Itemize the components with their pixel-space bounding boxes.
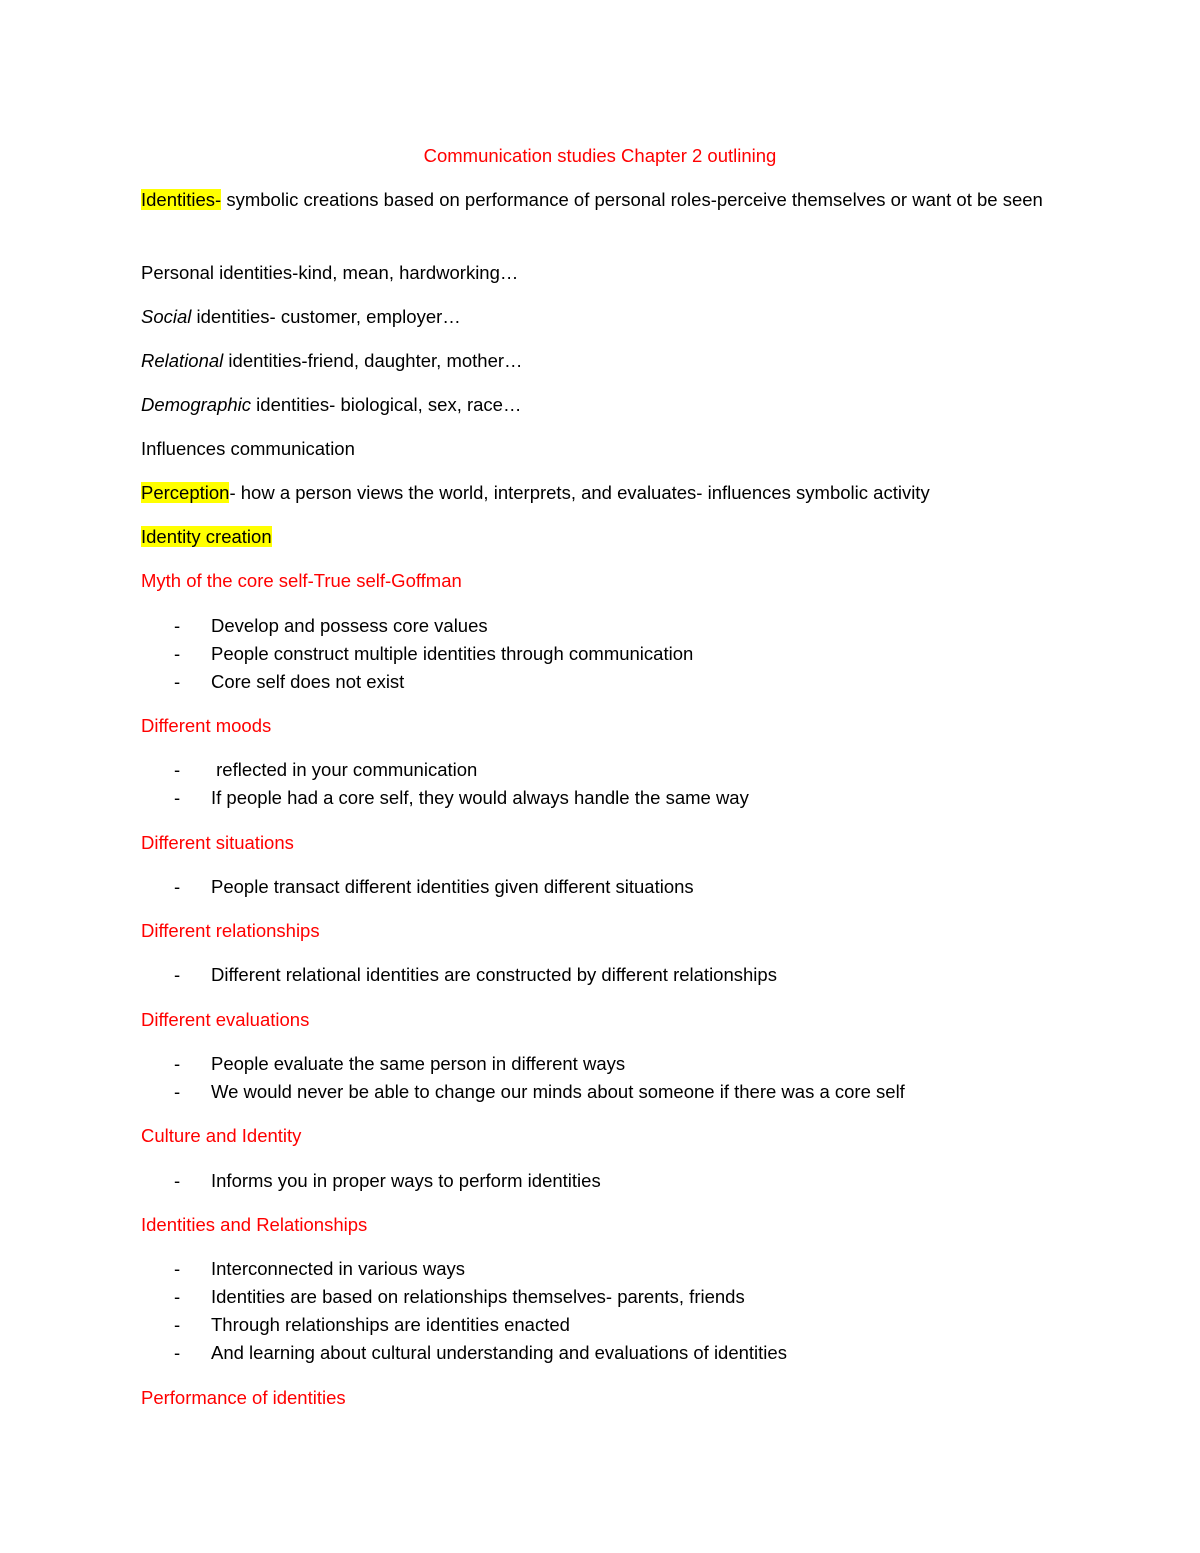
demographic-term: Demographic bbox=[141, 394, 252, 415]
bullet-marker: - bbox=[174, 615, 181, 636]
identities-term: Identities- bbox=[141, 189, 222, 210]
bullet-marker: - bbox=[174, 1170, 181, 1191]
perception-line bbox=[141, 480, 930, 506]
perception-term: Perception bbox=[141, 482, 230, 503]
social-rest: identities- customer, employer… bbox=[191, 306, 461, 327]
identities-definition bbox=[141, 186, 1071, 214]
influences-line: Influences communication bbox=[141, 438, 355, 459]
bullet-marker: - bbox=[174, 671, 181, 692]
section-heading: Performance of identities bbox=[141, 1387, 346, 1408]
bullet-marker: - bbox=[174, 1342, 181, 1363]
personal-identities-line: Personal identities-kind, mean, hardworking… bbox=[141, 262, 519, 283]
list-item: Different relational identities are constructed by different relationships bbox=[211, 964, 777, 985]
relational-identities-line bbox=[141, 348, 523, 374]
section-heading: Different moods bbox=[141, 715, 272, 736]
demographic-identities-line bbox=[141, 392, 521, 418]
section-heading: Different situations bbox=[141, 832, 294, 853]
identity-creation-text: Identity creation bbox=[141, 526, 272, 547]
list-item: Informs you in proper ways to perform identities bbox=[211, 1170, 601, 1191]
section-heading: Culture and Identity bbox=[141, 1125, 302, 1146]
bullet-marker: - bbox=[174, 787, 181, 808]
social-term: Social bbox=[141, 306, 192, 327]
identities-definition-text: symbolic creations based on performance of personal roles-perceive themselves or want ot be seen bbox=[221, 189, 1043, 210]
relational-rest: identities-friend, daughter, mother… bbox=[223, 350, 523, 371]
bullet-marker: - bbox=[174, 876, 181, 897]
list-item: Identities are based on relationships themselves- parents, friends bbox=[211, 1286, 745, 1307]
identity-creation-heading bbox=[141, 524, 272, 550]
list-item: reflected in your communication bbox=[211, 759, 478, 780]
list-item: If people had a core self, they would always handle the same way bbox=[211, 787, 749, 808]
section-heading: Different relationships bbox=[141, 920, 320, 941]
bullet-marker: - bbox=[174, 1081, 181, 1102]
list-item: Through relationships are identities enacted bbox=[211, 1314, 570, 1335]
list-item: Interconnected in various ways bbox=[211, 1258, 465, 1279]
demographic-rest: identities- biological, sex, race… bbox=[251, 394, 522, 415]
perception-rest: - how a person views the world, interprets, and evaluates- influences symbolic activity bbox=[229, 482, 930, 503]
section-heading: Myth of the core self-True self-Goffman bbox=[141, 570, 462, 591]
relational-term: Relational bbox=[141, 350, 224, 371]
list-item: People evaluate the same person in different ways bbox=[211, 1053, 626, 1074]
social-identities-line bbox=[141, 304, 461, 330]
list-item: Develop and possess core values bbox=[211, 615, 488, 636]
section-heading: Identities and Relationships bbox=[141, 1214, 368, 1235]
bullet-marker: - bbox=[174, 964, 181, 985]
document-title: Communication studies Chapter 2 outlining bbox=[423, 145, 777, 166]
section-heading: Different evaluations bbox=[141, 1009, 310, 1030]
list-item: And learning about cultural understanding and evaluations of identities bbox=[211, 1342, 787, 1363]
bullet-marker: - bbox=[174, 1258, 181, 1279]
bullet-marker: - bbox=[174, 1286, 181, 1307]
list-item: We would never be able to change our minds about someone if there was a core self bbox=[211, 1081, 905, 1102]
bullet-marker: - bbox=[174, 1053, 181, 1074]
list-item: Core self does not exist bbox=[211, 671, 405, 692]
bullet-marker: - bbox=[174, 1314, 181, 1335]
bullet-marker: - bbox=[174, 643, 181, 664]
bullet-marker: - bbox=[174, 759, 181, 780]
list-item: People construct multiple identities through communication bbox=[211, 643, 694, 664]
list-item: People transact different identities given different situations bbox=[211, 876, 694, 897]
